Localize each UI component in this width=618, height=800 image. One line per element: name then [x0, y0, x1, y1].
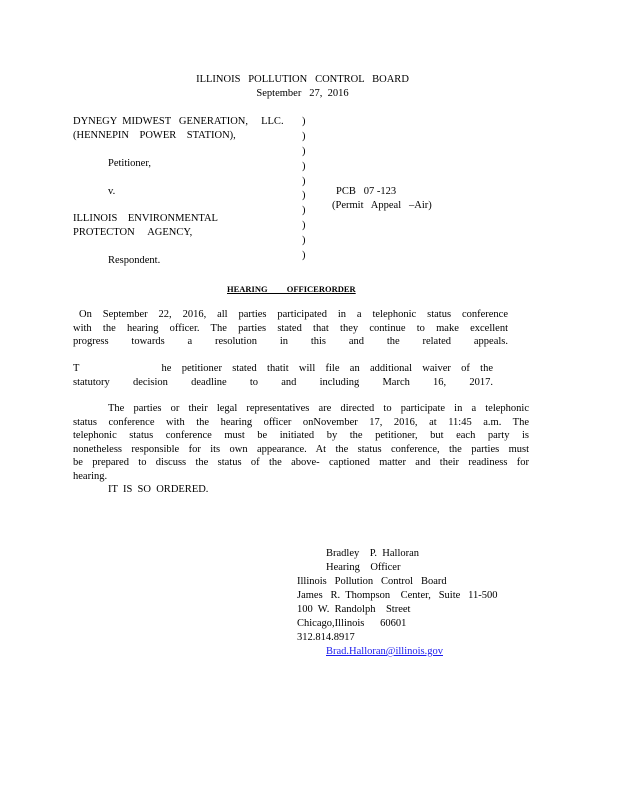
petitioner-role: Petitioner,	[108, 158, 152, 169]
signer-title: Hearing Officer	[326, 562, 401, 573]
caption-paren: )	[302, 145, 306, 157]
paragraph-status-conference: On September 22, 2016, all parties participated in a telephonic status conference with the hearing officer. The parties stated that they continue to make excellent progress towards a resolution in this and the related appeals.	[73, 309, 508, 347]
signer-organization: Illinois Pollution Control Board	[297, 576, 447, 587]
closing-statement: IT IS SO ORDERED.	[108, 484, 209, 495]
signer-email-link[interactable]: Brad.Halloran@illinois.gov	[326, 646, 443, 657]
caption-paren: )	[302, 190, 306, 202]
signer-phone: 312.814.8917	[297, 632, 355, 643]
paragraph-directive: The parties or their legal representatives are directed to participate in a telephonic status conference with the hearing officer onNovember 17, 2016, at 11:45 a.m. The telephonic status conference must be initiated by the petitioner, but each party is nonetheless responsible for its own appearance. At the status conference, the parties must be prepared to discuss the status of the above- captioned matter and their readiness for hearing.	[73, 403, 529, 482]
order-title: HEARING OFFICERORDER	[227, 284, 356, 294]
order-date: September 27, 2016	[256, 88, 349, 99]
caption-paren: )	[302, 250, 306, 262]
signer-name: Bradley P. Halloran	[326, 548, 420, 559]
caption-parenthesis-column	[302, 115, 312, 264]
caption-paren: )	[302, 130, 306, 142]
signer-address-city: Chicago,Illinois 60601	[297, 618, 407, 629]
caption-paren: )	[302, 160, 306, 172]
versus: v.	[108, 186, 116, 197]
caption-paren: )	[302, 235, 306, 247]
petitioner-facility: (HENNEPIN POWER STATION),	[73, 130, 236, 141]
caption-paren: )	[302, 220, 306, 232]
caption-paren: )	[302, 116, 306, 127]
signer-address-building: James R. Thompson Center, Suite 11-500	[297, 590, 498, 601]
petitioner-name: DYNEGY MIDWEST GENERATION, LLC.	[73, 116, 284, 127]
agency-title: ILLINOIS POLLUTION CONTROL BOARD	[196, 74, 409, 85]
signer-address-street: 100 W. Randolph Street	[297, 604, 411, 615]
respondent-name: ILLINOIS ENVIRONMENTAL	[73, 213, 218, 224]
case-number: PCB 07 -123	[336, 186, 397, 197]
caption-paren: )	[302, 175, 306, 187]
respondent-role: Respondent.	[108, 255, 161, 266]
respondent-agency: PROTECTON AGENCY,	[73, 227, 193, 238]
case-type: (Permit Appeal –Air)	[332, 200, 432, 211]
paragraph-waiver: T he petitioner stated thatit will file an additional waiver of the statutory decision deadline to and including March 16, 2017.	[73, 363, 502, 388]
caption-paren: )	[302, 205, 306, 217]
